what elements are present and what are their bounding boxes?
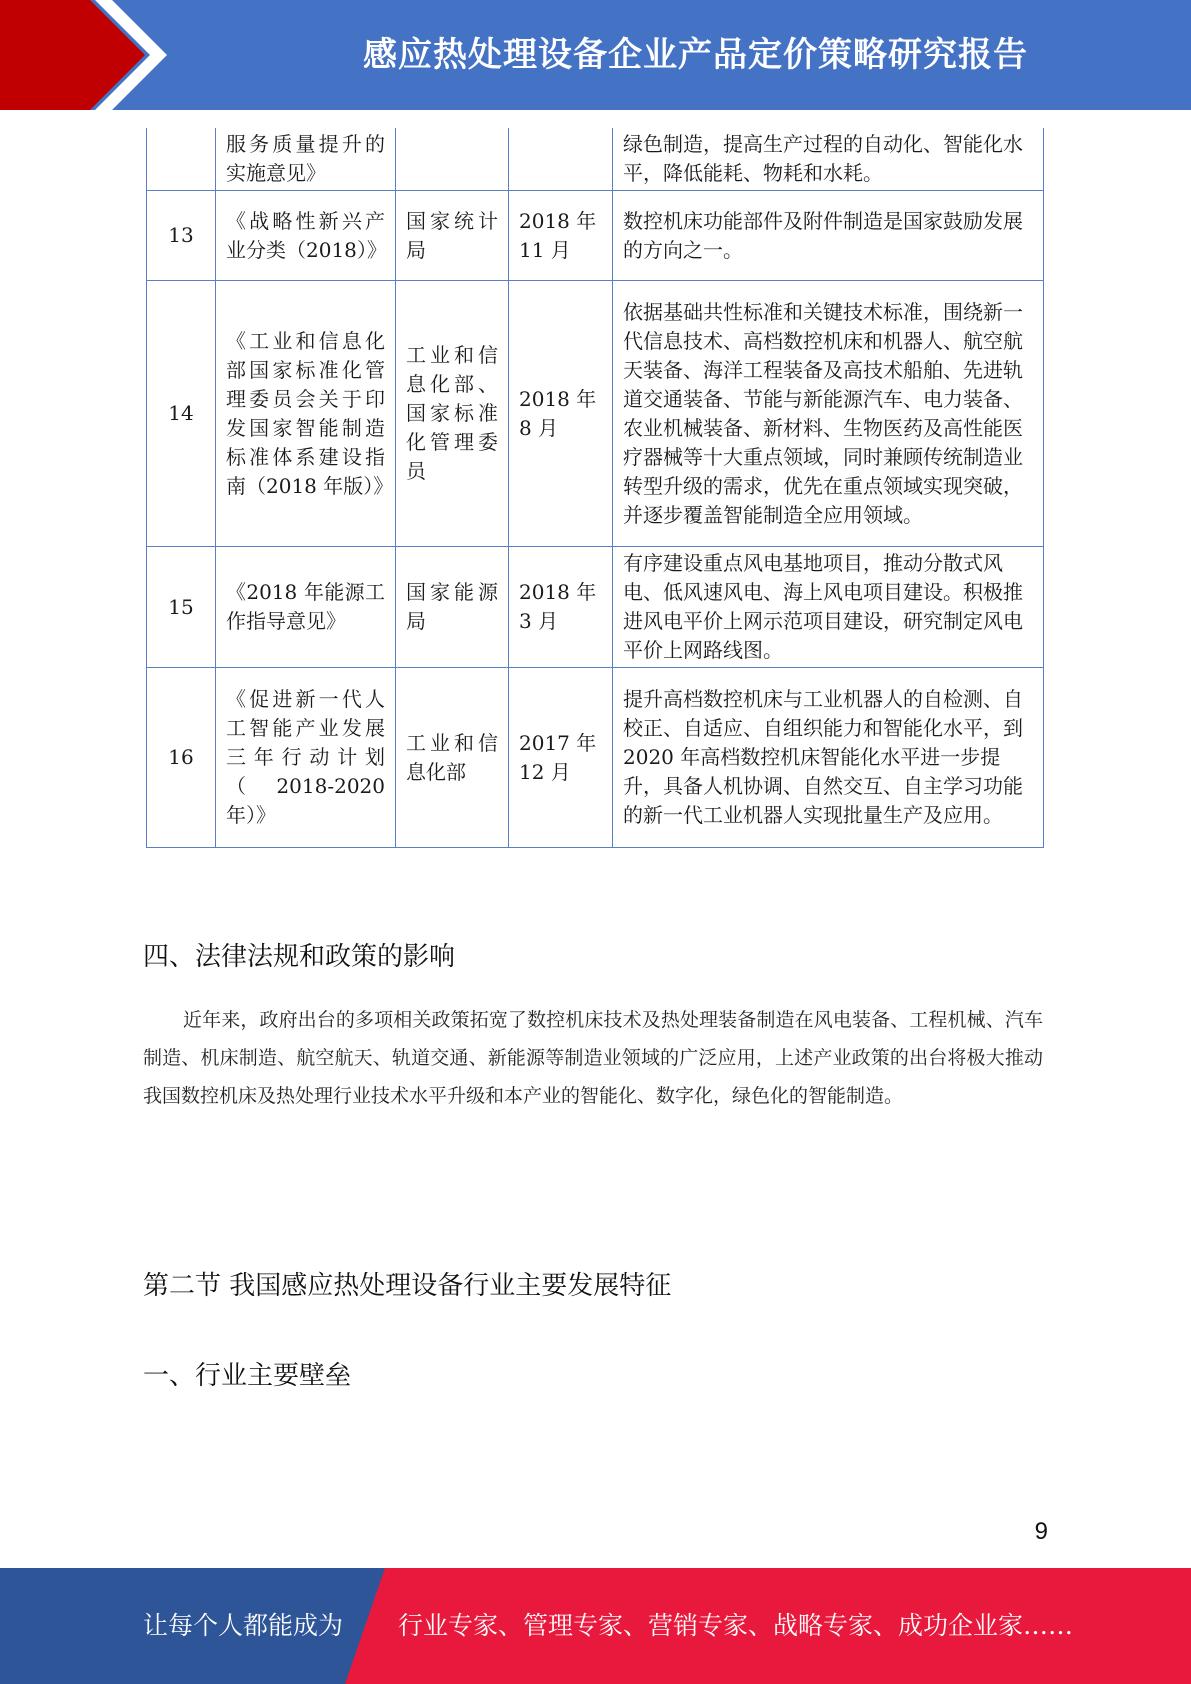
policy-name: 《2018 年能源工作指导意见》	[216, 547, 396, 668]
row-number: 14	[147, 281, 216, 547]
footer-slogan-right: 行业专家、管理专家、营销专家、战略专家、成功企业家……	[398, 1611, 1074, 1640]
policy-content: 绿色制造，提高生产过程的自动化、智能化水平，降低能耗、物耗和水耗。	[613, 128, 1044, 191]
policy-name: 《战略性新兴产业分类（2018）》	[216, 191, 396, 281]
policy-content: 有序建设重点风电基地项目，推动分散式风电、低风速风电、海上风电项目建设。积极推进风电平价上网示范项目建设，研究制定风电平价上网路线图。	[613, 547, 1044, 668]
section-heading-policy-impact: 四、法律法规和政策的影响	[143, 942, 456, 972]
policy-name: 《促进新一代人工智能产业发展三年行动计划（2018-2020年）》	[216, 668, 396, 848]
policy-table	[146, 128, 1044, 848]
row-number: 13	[147, 191, 216, 281]
page-header	[0, 0, 1191, 110]
policy-name: 服务质量提升的实施意见》	[216, 128, 396, 191]
table-row	[147, 281, 1044, 547]
table-row	[147, 191, 1044, 281]
page-footer	[0, 1568, 1191, 1684]
footer-slogan-left: 让每个人都能成为	[143, 1611, 344, 1640]
issuing-department: 国家统计局	[396, 191, 509, 281]
table-row	[147, 547, 1044, 668]
row-number: 16	[147, 668, 216, 848]
policy-impact-paragraph: 近年来，政府出台的多项相关政策拓宽了数控机床技术及热处理装备制造在风电装备、工程机械、汽车制造、机床制造、航空航天、轨道交通、新能源等制造业领域的广泛应用，上述产业政策的出台将极大推动我国数控机床及热处理行业技术水平升级和本产业的智能化、数字化，绿色化的智能制造。	[143, 1009, 1043, 1107]
policy-content: 提升高档数控机床与工业机器人的自检测、自校正、自适应、自组织能力和智能化水平，到 2020 年高档数控机床智能化水平进一步提升，具备人机协调、自然交互、自主学习功能的新一代工业机器人实现批量生产及应用。	[613, 668, 1044, 848]
page-number: 9	[1034, 1518, 1048, 1545]
issue-date: 2017 年 12 月	[509, 668, 613, 848]
issue-date: 2018 年 8 月	[509, 281, 613, 547]
subsection-heading-barriers: 一、行业主要壁垒	[143, 1361, 352, 1391]
report-title: 感应热处理设备企业产品定价策略研究报告	[363, 35, 1028, 75]
issue-date: 2018 年 11 月	[509, 191, 613, 281]
issuing-department	[396, 128, 509, 191]
issue-date: 2018 年 3 月	[509, 547, 613, 668]
table-row	[147, 128, 1044, 191]
policy-content: 依据基础共性标准和关键技术标准，围绕新一代信息技术、高档数控机床和机器人、航空航天装备、海洋工程装备及高技术船舶、先进轨道交通装备、节能与新能源汽车、电力装备、农业机械装备、新材料、生物医药及高性能医疗器械等十大重点领域，同时兼顾传统制造业转型升级的需求，优先在重点领域实现突破，并逐步覆盖智能制造全应用领域。	[613, 281, 1044, 547]
section-heading-industry-features: 第二节 我国感应热处理设备行业主要发展特征	[143, 1271, 672, 1301]
issue-date	[509, 128, 613, 191]
issuing-department: 国家能源局	[396, 547, 509, 668]
table-row	[147, 668, 1044, 848]
policy-name: 《工业和信息化部国家标准化管理委员会关于印发国家智能制造标准体系建设指南（2018 年版）》	[216, 281, 396, 547]
issuing-department: 工业和信息化部	[396, 668, 509, 848]
row-number: 15	[147, 547, 216, 668]
row-number	[147, 128, 216, 191]
issuing-department: 工业和信息化部、国家标准化管理委员	[396, 281, 509, 547]
policy-content: 数控机床功能部件及附件制造是国家鼓励发展的方向之一。	[613, 191, 1044, 281]
